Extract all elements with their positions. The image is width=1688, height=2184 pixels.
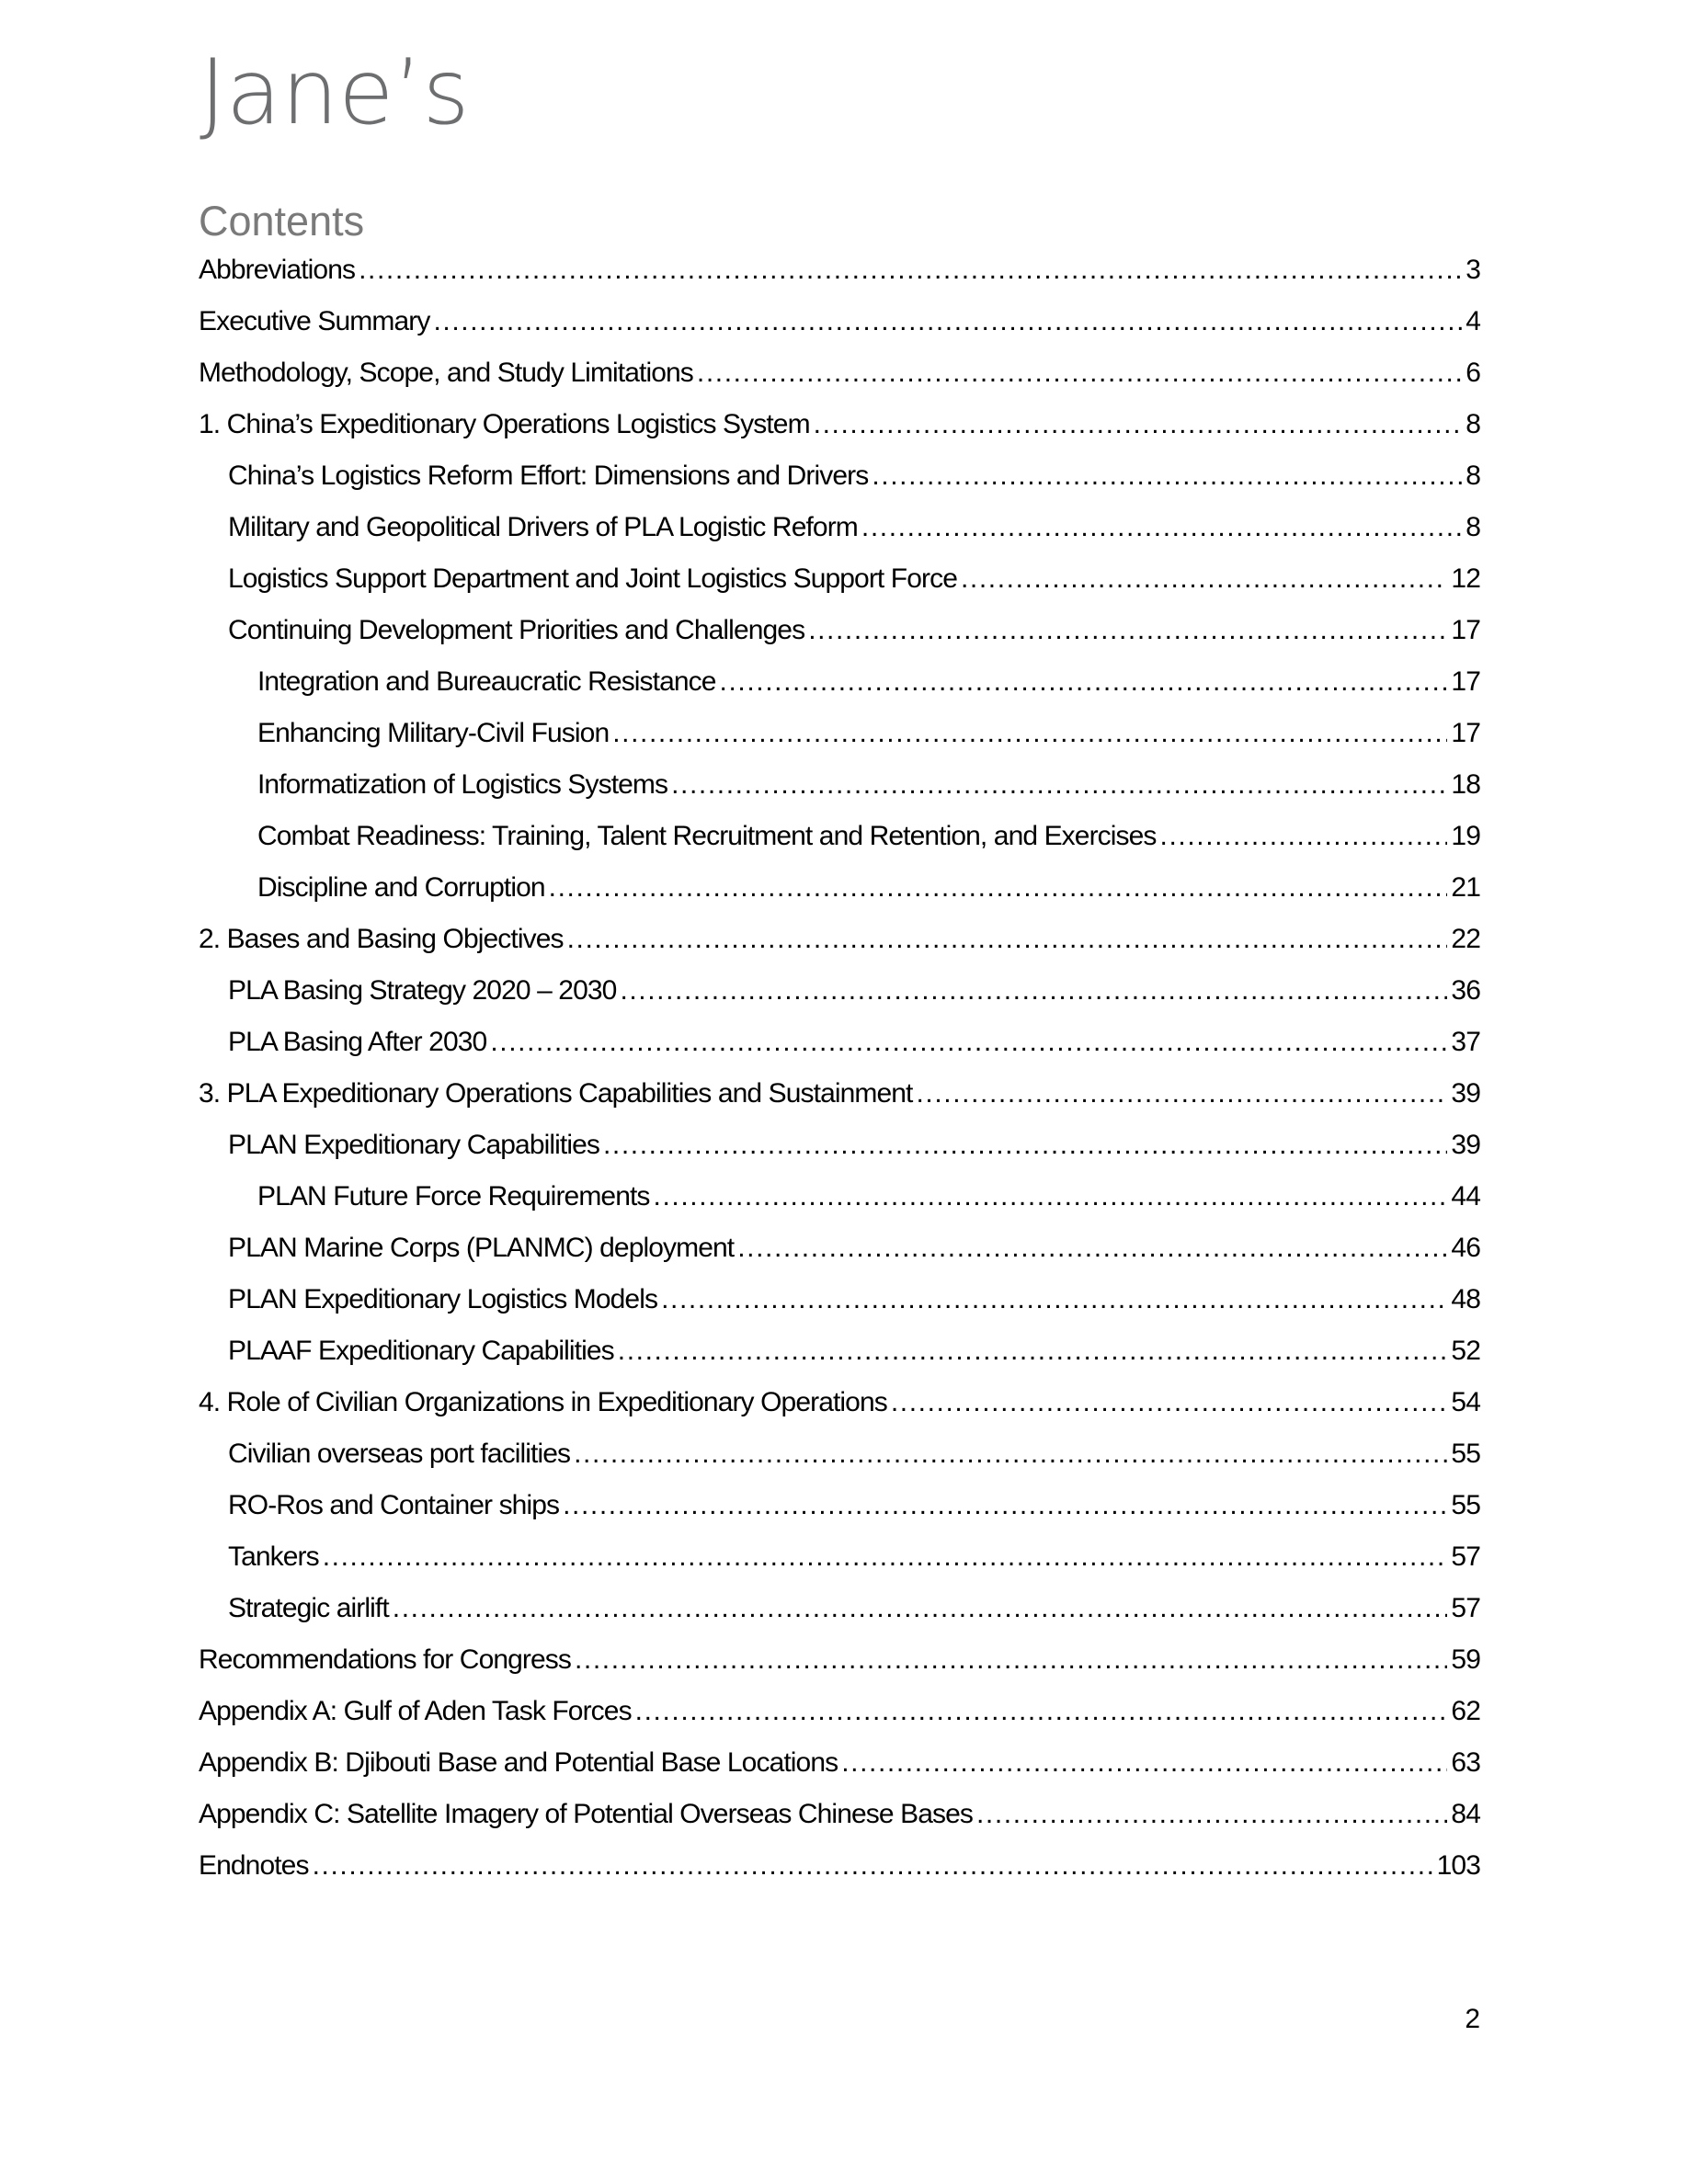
toc-entry[interactable]	[199, 1743, 1480, 1794]
toc-dot-leader	[612, 713, 1447, 754]
toc-entry-title: PLA Basing After 2030	[228, 1027, 487, 1057]
toc-entry-title: Executive Summary	[199, 306, 430, 336]
toc-entry-title: Combat Readiness: Training, Talent Recruitment and Retention, and Exercises	[257, 821, 1157, 851]
toc-entry-title: PLAN Expeditionary Capabilities	[228, 1130, 599, 1160]
toc-entry-page: 57	[1451, 1541, 1480, 1572]
toc-dot-leader	[861, 507, 1462, 548]
toc-entry-title: Strategic airlift	[228, 1593, 389, 1623]
toc-entry-page: 8	[1466, 409, 1480, 439]
toc-dot-leader	[737, 1228, 1447, 1268]
toc-dot-leader	[567, 919, 1448, 960]
toc-entry-page: 44	[1451, 1181, 1480, 1211]
toc-dot-leader	[323, 1537, 1448, 1577]
toc-dot-leader	[872, 456, 1462, 496]
toc-entry-page: 17	[1451, 666, 1480, 697]
toc-entry[interactable]	[199, 507, 1480, 559]
toc-dot-leader	[671, 765, 1447, 805]
toc-entry-page: 37	[1451, 1027, 1480, 1057]
toc-entry[interactable]	[199, 713, 1480, 765]
toc-entry[interactable]	[199, 1022, 1480, 1074]
toc-entry-title: 2. Bases and Basing Objectives	[199, 924, 564, 954]
toc-entry-title: Tankers	[228, 1541, 319, 1572]
toc-dot-leader	[917, 1074, 1448, 1114]
toc-entry[interactable]	[199, 1846, 1480, 1897]
toc-entry-title: Logistics Support Department and Joint Logistics Support Force	[228, 563, 957, 594]
toc-entry-page: 19	[1451, 821, 1480, 851]
toc-dot-leader	[549, 868, 1448, 908]
toc-entry-page: 3	[1466, 255, 1480, 285]
toc-entry-page: 63	[1451, 1747, 1480, 1778]
toc-dot-leader	[720, 662, 1448, 702]
toc-entry-page: 39	[1451, 1130, 1480, 1160]
toc-entry-page: 62	[1451, 1696, 1480, 1726]
page-number: 2	[1465, 2004, 1480, 2034]
toc-entry-title: Appendix C: Satellite Imagery of Potential Overseas Chinese Bases	[199, 1799, 973, 1829]
toc-dot-leader	[814, 404, 1463, 445]
toc-dot-leader	[490, 1022, 1447, 1063]
toc-entry-page: 55	[1451, 1439, 1480, 1469]
toc-entry-title: Military and Geopolitical Drivers of PLA Logistic Reform	[228, 512, 858, 542]
toc-entry[interactable]	[199, 1074, 1480, 1125]
toc-entry[interactable]	[199, 1485, 1480, 1537]
toc-entry[interactable]	[199, 1177, 1480, 1228]
toc-entry[interactable]	[199, 816, 1480, 868]
toc-entry[interactable]	[199, 868, 1480, 919]
toc-entry[interactable]	[199, 404, 1480, 456]
toc-entry-page: 12	[1451, 563, 1480, 594]
toc-entry-title: Enhancing Military-Civil Fusion	[257, 718, 610, 748]
toc-dot-leader	[697, 353, 1462, 393]
contents-heading: Contents	[199, 198, 365, 245]
toc-entry-page: 22	[1451, 924, 1480, 954]
toc-entry-page: 39	[1451, 1078, 1480, 1109]
toc-entry-page: 36	[1451, 975, 1480, 1006]
toc-entry-page: 57	[1451, 1593, 1480, 1623]
toc-entry[interactable]	[199, 919, 1480, 971]
toc-entry-page: 6	[1466, 358, 1480, 388]
toc-entry[interactable]	[199, 1125, 1480, 1177]
toc-entry[interactable]	[199, 559, 1480, 610]
toc-entry[interactable]	[199, 1588, 1480, 1640]
toc-dot-leader	[891, 1382, 1448, 1423]
toc-entry-title: Discipline and Corruption	[257, 872, 545, 903]
toc-entry-page: 103	[1436, 1850, 1480, 1881]
toc-entry[interactable]	[199, 250, 1480, 301]
toc-entry-page: 84	[1451, 1799, 1480, 1829]
toc-dot-leader	[313, 1846, 1433, 1886]
toc-entry[interactable]	[199, 456, 1480, 507]
toc-entry-title: PLAN Future Force Requirements	[257, 1181, 650, 1211]
toc-dot-leader	[620, 971, 1447, 1011]
toc-entry-page: 4	[1466, 306, 1480, 336]
toc-entry-title: PLAN Expeditionary Logistics Models	[228, 1284, 658, 1314]
toc-dot-leader	[575, 1640, 1447, 1680]
toc-dot-leader	[618, 1331, 1448, 1371]
toc-entry-title: Civilian overseas port facilities	[228, 1439, 571, 1469]
toc-entry[interactable]	[199, 1691, 1480, 1743]
toc-entry-title: China’s Logistics Reform Effort: Dimensions and Drivers	[228, 461, 869, 491]
toc-entry[interactable]	[199, 1280, 1480, 1331]
toc-entry[interactable]	[199, 662, 1480, 713]
toc-entry-title: Informatization of Logistics Systems	[257, 769, 668, 800]
toc-entry[interactable]	[199, 1794, 1480, 1846]
toc-dot-leader	[574, 1434, 1447, 1474]
toc-entry-title: 3. PLA Expeditionary Operations Capabilities and Sustainment	[199, 1078, 913, 1109]
toc-entry-title: Abbreviations	[199, 255, 356, 285]
toc-entry-page: 8	[1466, 512, 1480, 542]
toc-entry-title: Appendix A: Gulf of Aden Task Forces	[199, 1696, 632, 1726]
toc-entry-title: 1. China’s Expeditionary Operations Logistics System	[199, 409, 810, 439]
toc-entry-title: Continuing Development Priorities and Challenges	[228, 615, 805, 645]
toc-dot-leader	[976, 1794, 1447, 1835]
toc-entry[interactable]	[199, 1640, 1480, 1691]
toc-entry-page: 55	[1451, 1490, 1480, 1520]
toc-entry-title: Integration and Bureaucratic Resistance	[257, 666, 716, 697]
toc-entry[interactable]	[199, 301, 1480, 353]
toc-entry-title: Methodology, Scope, and Study Limitations	[199, 358, 693, 388]
table-of-contents	[199, 250, 1480, 1897]
toc-entry-page: 52	[1451, 1336, 1480, 1366]
toc-entry-page: 18	[1451, 769, 1480, 800]
toc-entry[interactable]	[199, 1228, 1480, 1280]
toc-dot-leader	[841, 1743, 1447, 1783]
toc-entry-title: RO-Ros and Container ships	[228, 1490, 560, 1520]
toc-entry-title: PLAN Marine Corps (PLANMC) deployment	[228, 1233, 735, 1263]
toc-dot-leader	[393, 1588, 1448, 1629]
toc-entry[interactable]	[199, 1434, 1480, 1485]
toc-entry[interactable]	[199, 1537, 1480, 1588]
toc-dot-leader	[654, 1177, 1448, 1217]
toc-dot-leader	[1160, 816, 1448, 857]
toc-entry-page: 21	[1451, 872, 1480, 903]
toc-entry-page: 46	[1451, 1233, 1480, 1263]
toc-entry-title: Appendix B: Djibouti Base and Potential Base Locations	[199, 1747, 838, 1778]
toc-dot-leader	[563, 1485, 1447, 1526]
toc-entry-page: 54	[1451, 1387, 1480, 1417]
toc-entry-page: 17	[1451, 718, 1480, 748]
toc-entry[interactable]	[199, 765, 1480, 816]
toc-entry[interactable]	[199, 1331, 1480, 1382]
toc-dot-leader	[808, 610, 1447, 651]
toc-dot-leader	[661, 1280, 1447, 1320]
toc-entry[interactable]	[199, 971, 1480, 1022]
toc-dot-leader	[961, 559, 1447, 599]
toc-entry-title: 4. Role of Civilian Organizations in Expeditionary Operations	[199, 1387, 887, 1417]
toc-entry[interactable]	[199, 610, 1480, 662]
toc-entry-page: 8	[1466, 461, 1480, 491]
toc-entry-title: PLA Basing Strategy 2020 – 2030	[228, 975, 617, 1006]
toc-entry-title: Endnotes	[199, 1850, 309, 1881]
toc-entry[interactable]	[199, 353, 1480, 404]
toc-entry-title: PLAAF Expeditionary Capabilities	[228, 1336, 614, 1366]
toc-dot-leader	[433, 301, 1462, 342]
toc-entry-page: 59	[1451, 1644, 1480, 1675]
toc-dot-leader	[359, 250, 1462, 290]
toc-entry-page: 48	[1451, 1284, 1480, 1314]
toc-entry[interactable]	[199, 1382, 1480, 1434]
toc-dot-leader	[603, 1125, 1447, 1166]
janes-logo: Jane’s	[200, 40, 470, 145]
toc-entry-page: 17	[1451, 615, 1480, 645]
toc-entry-title: Recommendations for Congress	[199, 1644, 571, 1675]
toc-dot-leader	[635, 1691, 1448, 1732]
